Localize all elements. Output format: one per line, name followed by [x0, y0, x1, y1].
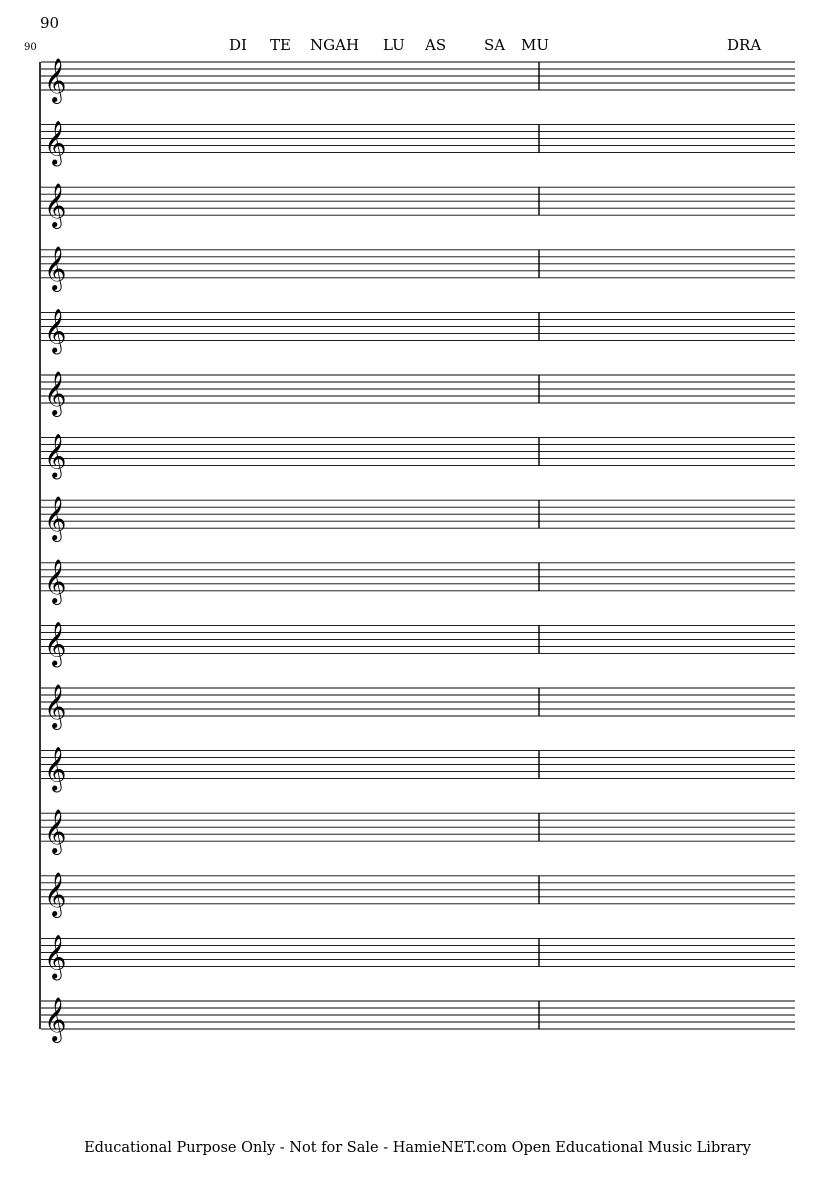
staff [41, 559, 795, 605]
staff [41, 371, 795, 417]
treble-clef-icon: 𝄞 [44, 371, 67, 415]
treble-clef-icon: 𝄞 [44, 183, 67, 228]
staff [41, 183, 795, 229]
staff [41, 684, 795, 730]
treble-clef-icon: 𝄞 [44, 433, 67, 478]
staff [41, 496, 795, 542]
staff [41, 747, 795, 793]
treble-clef-icon: 𝄞 [44, 120, 67, 165]
lyric-syllable: SA [484, 36, 506, 54]
staff [41, 308, 795, 354]
treble-clef-icon: 𝄞 [44, 308, 67, 353]
staff [41, 997, 795, 1043]
staff [41, 934, 795, 980]
lyric-syllable: LU [383, 36, 405, 54]
treble-clef-icon: 𝄞 [44, 558, 67, 603]
treble-clef-icon: 𝄞 [44, 58, 67, 102]
lyric-syllable: NGAH [310, 36, 360, 54]
measure-number: 90 [40, 14, 60, 32]
treble-clef-icon: 𝄞 [44, 997, 67, 1041]
treble-clef-icon: 𝄞 [44, 621, 67, 666]
footer-text: Educational Purpose Only - Not for Sale - HamieNET.com Open Educational Music Library [84, 1140, 751, 1156]
treble-clef-icon: 𝄞 [44, 934, 67, 979]
lyric-syllable: AS [425, 36, 447, 54]
staff [41, 809, 795, 855]
staff [41, 58, 795, 104]
staff [41, 872, 795, 918]
treble-clef-icon: 𝄞 [44, 684, 67, 728]
treble-clef-icon: 𝄞 [44, 871, 67, 916]
treble-clef-icon: 𝄞 [44, 809, 67, 854]
staff [41, 434, 795, 480]
staff [41, 246, 795, 292]
measure-number-small: 90 [24, 42, 37, 53]
treble-clef-icon: 𝄞 [44, 746, 67, 791]
lyric-syllable: DRA [727, 36, 762, 54]
lyric-syllable: TE [270, 36, 291, 54]
lyric-syllable: MU [521, 36, 550, 54]
staff [41, 621, 795, 667]
lyric-syllable: DI [229, 36, 247, 54]
treble-clef-icon: 𝄞 [44, 245, 67, 290]
treble-clef-icon: 𝄞 [44, 496, 67, 541]
staff [41, 121, 795, 167]
